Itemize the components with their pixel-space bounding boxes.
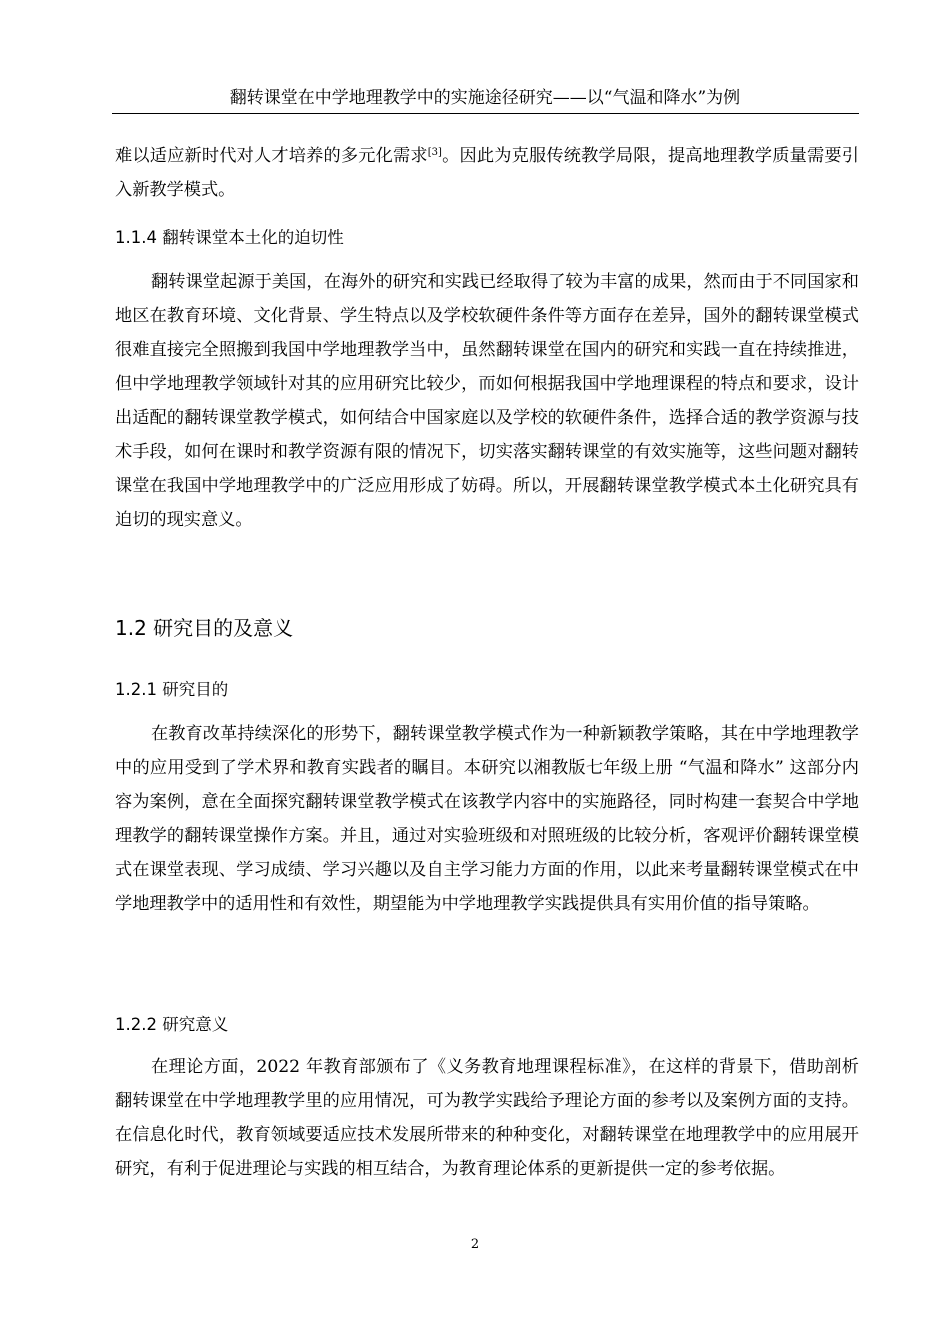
paragraph-1-2-2: 在理论方面，2022 年教育部颁布了《义务教育地理课程标准》，在这样的背景下，借助剖析翻转课堂在中学地理教学里的应用情况，可为教学实践给予理论方面的参考以及案例方面的支持。在信息化时代，教育领域要适应技术发展所带来的种种变化，对翻转课堂在地理教学中的应用展开研究，有利于促进理论与实践的相互结合，为教育理论体系的更新提供一定的参考依据。 bbox=[115, 1057, 859, 1179]
citation-mark: [3] bbox=[427, 147, 442, 158]
running-header: 翻转课堂在中学地理教学中的实施途径研究——以“气温和降水”为例 bbox=[229, 88, 741, 108]
page-number: 2 bbox=[470, 1237, 480, 1252]
paragraph-continued bbox=[115, 139, 859, 207]
paragraph-text: 。因此为克服传统教学局限，提高地理教学质量需要引入新教学模式。 bbox=[115, 146, 859, 200]
paragraph-1-1-4: 翻转课堂起源于美国，在海外的研究和实践已经取得了较为丰富的成果，然而由于不同国家和地区在教育环境、文化背景、学生特点以及学校软硬件条件等方面存在差异，国外的翻转课堂模式很难直接完全照搬到我国中学地理教学当中，虽然翻转课堂在国内的研究和实践一直在持续推进，但中学地理教学领域针对其的应用研究比较少，而如何根据我国中学地理课程的特点和要求，设计出适配的翻转课堂教学模式，如何结合中国家庭以及学校的软硬件条件，选择合适的教学资源与技术手段，如何在课时和教学资源有限的情况下，切实落实翻转课堂的有效实施等，这些问题对翻转课堂在我国中学地理教学中的广泛应用形成了妨碍。所以，开展翻转课堂教学模式本土化研究具有迫切的现实意义。 bbox=[115, 272, 859, 530]
section-heading-1-2-2: 1.2.2 研究意义 bbox=[115, 1015, 229, 1034]
header-rule bbox=[112, 113, 859, 114]
paragraph-1-2-1: 在教育改革持续深化的形势下，翻转课堂教学模式作为一种新颖教学策略，其在中学地理教学中的应用受到了学术界和教育实践者的瞩目。本研究以湘教版七年级上册 “气温和降水” 这部分内容为案例，意在全面探究翻转课堂教学模式在该教学内容中的实施路径，同时构建一套契合中学地理教学的翻转课堂操作方案。并且，通过对实验班级和对照班级的比较分析，客观评价翻转课堂模式在课堂表现、学习成绩、学习兴趣以及自主学习能力方面的作用，以此来考量翻转课堂模式在中学地理教学中的适用性和有效性，期望能为中学地理教学实践提供具有实用价值的指导策略。 bbox=[115, 724, 859, 914]
paragraph-text: 难以适应新时代对人才培养的多元化需求 bbox=[115, 146, 428, 166]
section-heading-1-2: 1.2 研究目的及意义 bbox=[115, 616, 294, 640]
section-heading-1-2-1: 1.2.1 研究目的 bbox=[115, 680, 229, 699]
section-heading-1-1-4: 1.1.4 翻转课堂本土化的迫切性 bbox=[115, 228, 344, 247]
